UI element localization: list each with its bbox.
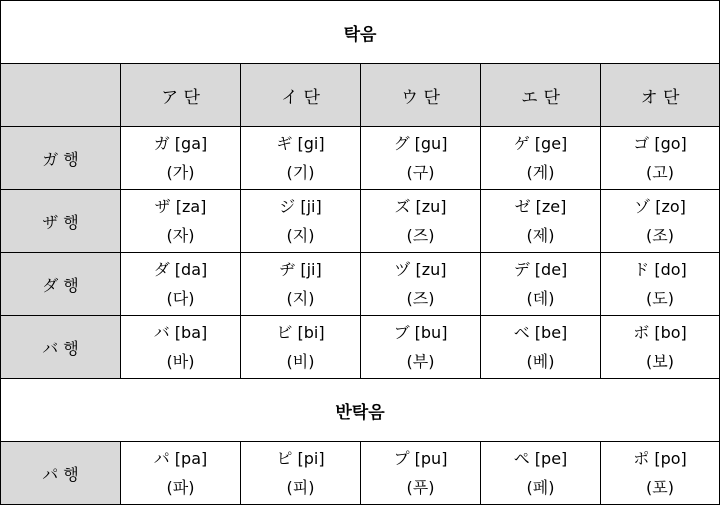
section-title: 반탁음 bbox=[1, 379, 720, 442]
kana-text: ベ [be] bbox=[513, 323, 568, 342]
row-header: ダ 행 bbox=[1, 253, 121, 316]
hangul-text: (자) bbox=[166, 226, 195, 245]
kana-text: ビ [bi] bbox=[276, 323, 325, 342]
table-row bbox=[1, 127, 720, 190]
kana-text: ギ [gi] bbox=[276, 134, 325, 153]
hangul-text: (바) bbox=[166, 352, 195, 371]
kana-text: ボ [bo] bbox=[633, 323, 687, 342]
hangul-text: (즈) bbox=[406, 289, 435, 308]
kana-text: ポ [po] bbox=[633, 449, 687, 468]
table-row bbox=[1, 316, 720, 379]
table-cell bbox=[601, 253, 720, 316]
table-cell bbox=[601, 190, 720, 253]
hangul-text: (지) bbox=[286, 289, 315, 308]
table-cell bbox=[121, 253, 241, 316]
kana-text: ゼ [ze] bbox=[514, 197, 567, 216]
row-header: ガ 행 bbox=[1, 127, 121, 190]
table-row bbox=[1, 253, 720, 316]
table-cell bbox=[241, 253, 361, 316]
table-cell bbox=[361, 190, 481, 253]
table-cell bbox=[481, 127, 601, 190]
kana-text: バ [ba] bbox=[153, 323, 208, 342]
hangul-text: (구) bbox=[406, 163, 435, 182]
kana-text: プ [pu] bbox=[393, 449, 448, 468]
kana-text: デ [de] bbox=[513, 260, 568, 279]
kana-text: ヅ [zu] bbox=[394, 260, 447, 279]
table-cell bbox=[361, 316, 481, 379]
corner-cell bbox=[1, 64, 121, 127]
hangul-text: (데) bbox=[526, 289, 555, 308]
kana-text: ガ [ga] bbox=[153, 134, 208, 153]
kana-text: パ [pa] bbox=[153, 449, 208, 468]
hangul-text: (제) bbox=[526, 226, 555, 245]
table-cell bbox=[481, 442, 601, 505]
hangul-text: (지) bbox=[286, 226, 315, 245]
hangul-text: (페) bbox=[526, 478, 555, 497]
table-cell bbox=[601, 442, 720, 505]
column-header: エ 단 bbox=[481, 64, 601, 127]
table-cell bbox=[601, 127, 720, 190]
hangul-text: (비) bbox=[286, 352, 315, 371]
kana-text: ペ [pe] bbox=[513, 449, 568, 468]
table-cell bbox=[241, 316, 361, 379]
table-cell bbox=[241, 442, 361, 505]
kana-text: ゴ [go] bbox=[633, 134, 687, 153]
table-cell bbox=[241, 190, 361, 253]
table-cell bbox=[121, 127, 241, 190]
table-cell bbox=[241, 127, 361, 190]
kana-text: ジ [ji] bbox=[279, 197, 322, 216]
kana-text: ブ [bu] bbox=[393, 323, 448, 342]
column-header: オ 단 bbox=[601, 64, 720, 127]
hangul-text: (가) bbox=[166, 163, 195, 182]
column-header: ウ 단 bbox=[361, 64, 481, 127]
column-header: ア 단 bbox=[121, 64, 241, 127]
table-cell bbox=[601, 316, 720, 379]
kana-text: ヂ [ji] bbox=[279, 260, 322, 279]
hangul-text: (푸) bbox=[406, 478, 435, 497]
kana-text: ダ [da] bbox=[153, 260, 208, 279]
hangul-text: (보) bbox=[646, 352, 674, 371]
row-header: ザ 행 bbox=[1, 190, 121, 253]
section-title: 탁음 bbox=[1, 1, 720, 64]
kana-text: ザ [za] bbox=[154, 197, 207, 216]
kana-text: ゾ [zo] bbox=[634, 197, 686, 216]
column-header: イ 단 bbox=[241, 64, 361, 127]
table-cell bbox=[481, 190, 601, 253]
column-header-row bbox=[1, 64, 720, 127]
kana-text: ズ [zu] bbox=[394, 197, 447, 216]
row-header: バ 행 bbox=[1, 316, 121, 379]
hangul-text: (게) bbox=[526, 163, 555, 182]
kana-text: ド [do] bbox=[633, 260, 687, 279]
kana-text: グ [gu] bbox=[393, 134, 448, 153]
section-title-row bbox=[1, 379, 720, 442]
table-cell bbox=[121, 442, 241, 505]
kana-text: ゲ [ge] bbox=[513, 134, 568, 153]
table-cell bbox=[481, 253, 601, 316]
kana-text: ピ [pi] bbox=[276, 449, 325, 468]
hangul-text: (피) bbox=[286, 478, 315, 497]
hangul-text: (고) bbox=[646, 163, 674, 182]
hangul-text: (기) bbox=[286, 163, 315, 182]
hangul-text: (베) bbox=[526, 352, 555, 371]
row-header: パ 행 bbox=[1, 442, 121, 505]
table-cell bbox=[361, 442, 481, 505]
table-cell bbox=[361, 253, 481, 316]
hangul-text: (도) bbox=[646, 289, 674, 308]
table-cell bbox=[481, 316, 601, 379]
hangul-text: (조) bbox=[646, 226, 674, 245]
table-cell bbox=[121, 190, 241, 253]
table-cell bbox=[121, 316, 241, 379]
hangul-text: (포) bbox=[646, 478, 674, 497]
hangul-text: (파) bbox=[166, 478, 195, 497]
table-row bbox=[1, 442, 720, 505]
hangul-text: (다) bbox=[166, 289, 195, 308]
table-row bbox=[1, 190, 720, 253]
hangul-text: (부) bbox=[406, 352, 435, 371]
table-cell bbox=[361, 127, 481, 190]
hangul-text: (즈) bbox=[406, 226, 435, 245]
section-title-row bbox=[1, 1, 720, 64]
